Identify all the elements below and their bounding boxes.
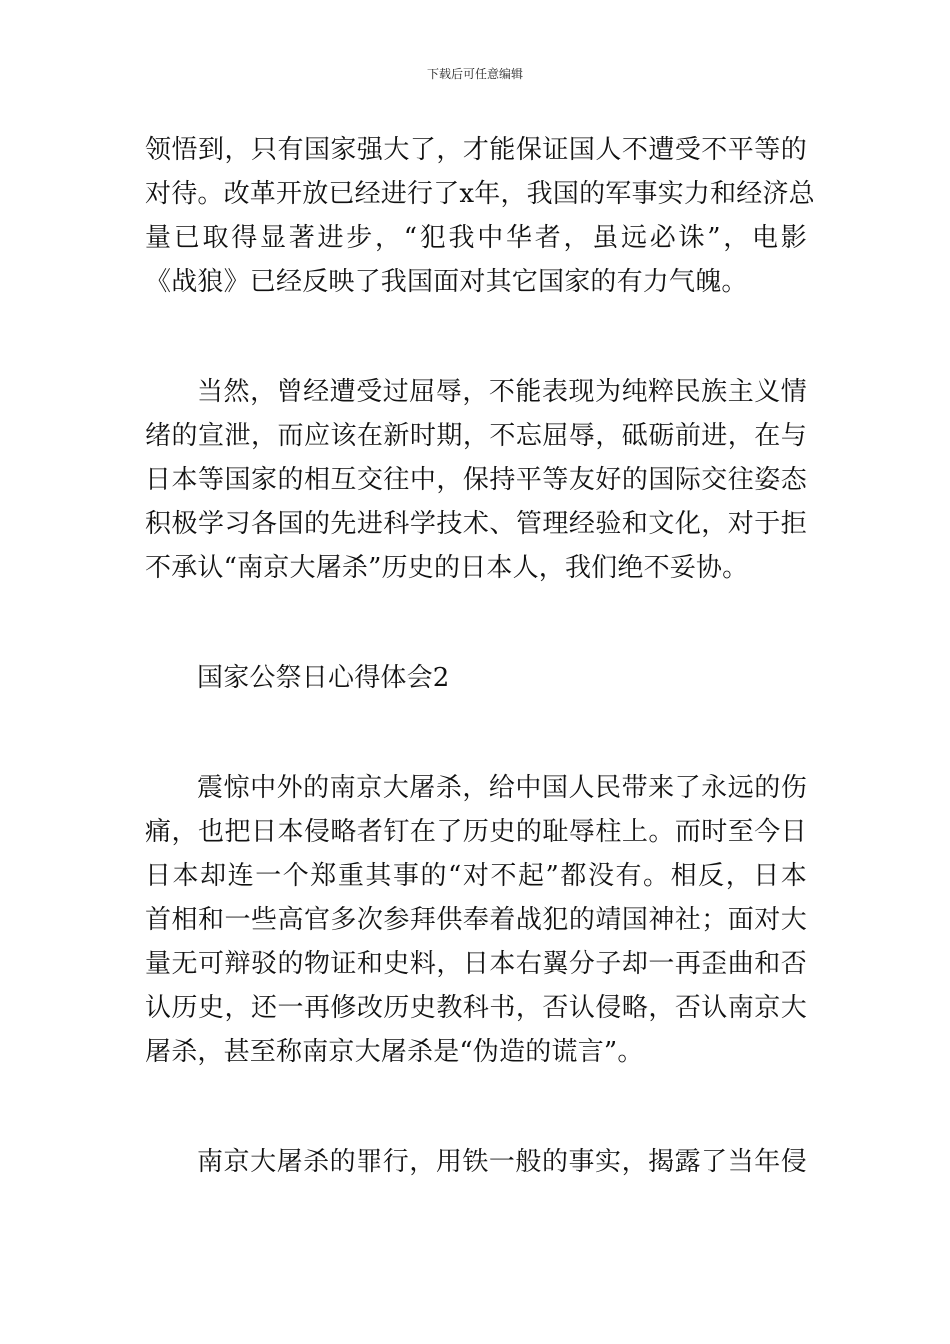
paragraph-2 [145, 370, 807, 590]
paragraph-line: 认历史，还一再修改历史教科书，否认侵略，否认南京大 [145, 993, 807, 1023]
paragraph-line: 对待。改革开放已经进行了x年，我国的军事实力和经济总 [145, 179, 815, 209]
paragraph-line: 积极学习各国的先进科学技术、管理经验和文化，对于拒 [145, 509, 807, 539]
paragraph-line: 日本却连一个郑重其事的“对不起”都没有。相反，日本 [145, 861, 807, 891]
paragraph-1 [145, 128, 815, 304]
section-heading-text: 国家公祭日心得体会2 [197, 663, 450, 693]
paragraph-line: 领悟到，只有国家强大了，才能保证国人不遭受不平等的 [145, 135, 807, 165]
paragraph-line: 屠杀，甚至称南京大屠杀是“伪造的谎言”。 [145, 1037, 644, 1067]
paragraph-line: 南京大屠杀的罪行，用铁一般的事实，揭露了当年侵 [197, 1147, 807, 1177]
paragraph-gap [145, 590, 807, 656]
paragraph-gap [145, 1074, 807, 1140]
paragraph-line: 绪的宣泄，而应该在新时期，不忘屈辱，砥砺前进，在与 [145, 421, 807, 451]
paragraph-gap [145, 304, 807, 370]
paragraph-line: 痛，也把日本侵略者钉在了历史的耻辱柱上。而时至今日 [145, 817, 807, 847]
paragraph-line: 量已取得显著进步，“犯我中华者，虽远必诛”，电影 [145, 223, 807, 253]
paragraph-line: 不承认“南京大屠杀”历史的日本人，我们绝不妥协。 [145, 553, 749, 583]
section-heading [145, 656, 807, 700]
paragraph-3 [145, 766, 807, 1074]
header-note: 下载后可任意编辑 [426, 67, 523, 81]
paragraph-line: 日本等国家的相互交往中，保持平等友好的国际交往姿态 [145, 465, 807, 495]
paragraph-4 [145, 1140, 807, 1184]
paragraph-line: 首相和一些高官多次参拜供奉着战犯的靖国神社；面对大 [145, 905, 807, 935]
paragraph-line: 量无可辩驳的物证和史料，日本右翼分子却一再歪曲和否 [145, 949, 807, 979]
paragraph-line: 震惊中外的南京大屠杀，给中国人民带来了永远的伤 [197, 773, 807, 803]
paragraph-gap [145, 700, 807, 766]
paragraph-line: 《战狼》已经反映了我国面对其它国家的有力气魄。 [145, 267, 748, 297]
document-body [145, 128, 815, 1184]
paragraph-line: 当然，曾经遭受过屈辱，不能表现为纯粹民族主义情 [197, 377, 807, 407]
